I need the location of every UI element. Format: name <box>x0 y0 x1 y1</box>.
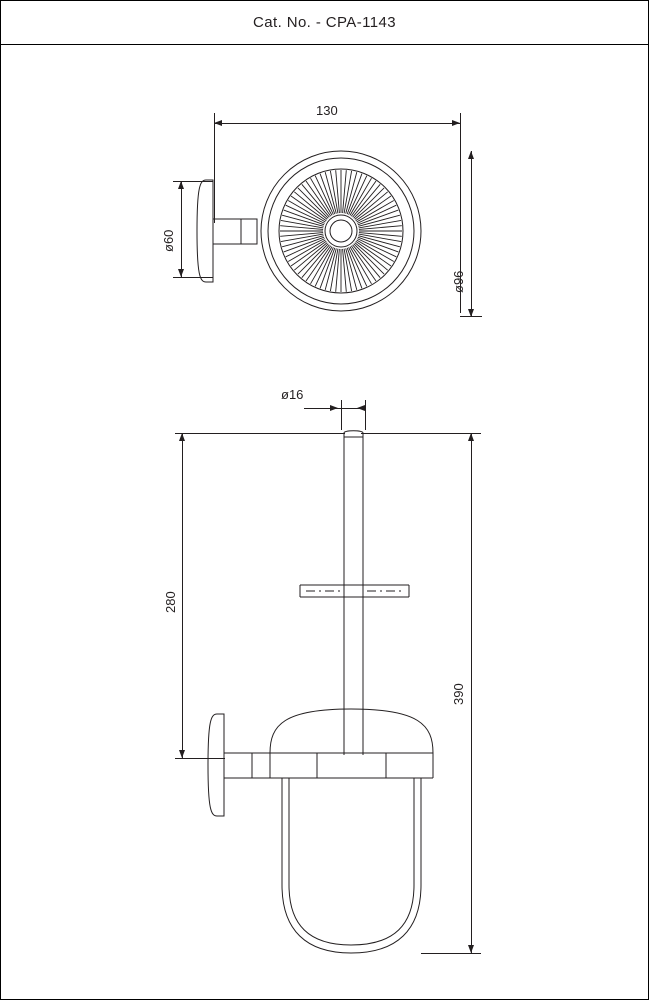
side-view-geometry <box>1 345 649 1000</box>
front-view <box>1 45 649 345</box>
dim-280-label: 280 <box>163 591 178 613</box>
dim-390-label: 390 <box>451 683 466 705</box>
page-title: Cat. No. - CPA-1143 <box>253 14 396 31</box>
side-view <box>1 345 649 1000</box>
front-view-geometry <box>1 45 649 345</box>
dim-d60-label: ø60 <box>161 229 176 252</box>
dim-d16-label: ø16 <box>281 387 304 402</box>
dim-d96-label: ø96 <box>451 270 466 293</box>
dim-130-label: 130 <box>316 103 338 118</box>
title-bar <box>1 1 648 45</box>
bristle-lines <box>280 170 402 292</box>
